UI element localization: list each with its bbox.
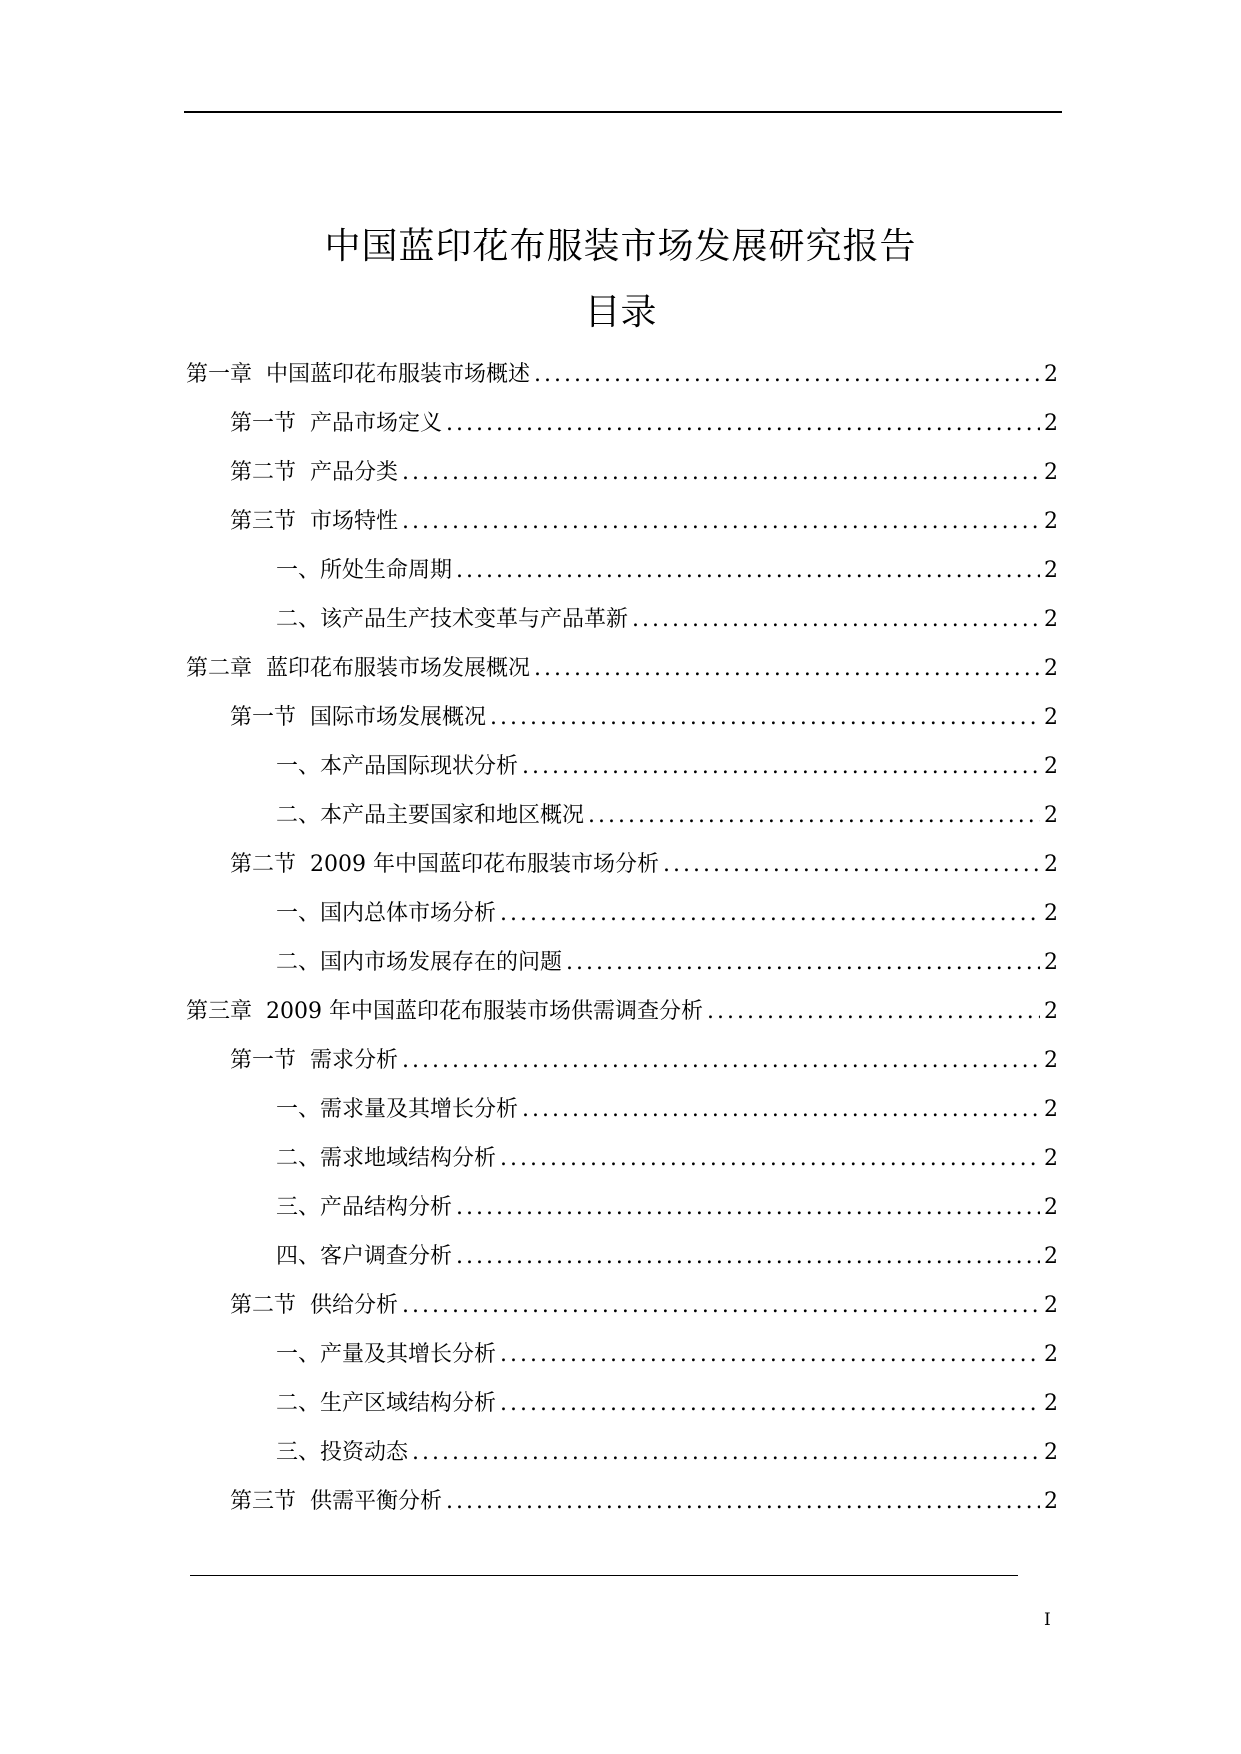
toc-entry-title: 一、需求量及其增长分析 [276,1097,519,1122]
toc-dot-leader [402,448,1040,497]
toc-entry-page: 2 [1044,607,1058,632]
toc-entry-title: 2009 年中国蓝印花布服装市场供需调查分析 [266,999,703,1024]
toc-entry-page: 2 [1044,705,1058,730]
toc-entry[interactable] [186,1183,1058,1232]
toc-entry[interactable] [186,644,1058,693]
toc-entry-number: 第二节 [230,852,297,877]
toc-entry-title: 一、本产品国际现状分析 [276,754,519,779]
toc-entry[interactable] [186,1134,1058,1183]
toc-entry-title: 一、产量及其增长分析 [276,1342,497,1367]
toc-entry-page: 2 [1044,1244,1058,1269]
toc-dot-leader [663,840,1040,889]
toc-entry-page: 2 [1044,1440,1058,1465]
table-of-contents [186,350,1058,1526]
page-number: I [1044,1610,1051,1630]
toc-entry[interactable] [186,497,1058,546]
toc-entry-title: 2009 年中国蓝印花布服装市场分析 [310,852,659,877]
toc-entry-number: 第一节 [230,1048,297,1073]
toc-entry-page: 2 [1044,1342,1058,1367]
toc-entry[interactable] [186,840,1058,889]
toc-entry-number: 第二章 [186,656,253,681]
toc-dot-leader [456,1232,1040,1281]
toc-entry[interactable] [186,350,1058,399]
toc-entry-page: 2 [1044,362,1058,387]
toc-entry-title: 产品分类 [310,460,399,485]
toc-entry-page: 2 [1044,656,1058,681]
toc-entry-title: 产品市场定义 [310,411,443,436]
toc-entry-page: 2 [1044,852,1058,877]
toc-entry-page: 2 [1044,1489,1058,1514]
toc-entry[interactable] [186,1428,1058,1477]
toc-entry-title: 一、所处生命周期 [276,558,453,583]
toc-entry-number: 第三节 [230,1489,297,1514]
toc-dot-leader [707,987,1040,1036]
toc-entry[interactable] [186,791,1058,840]
toc-dot-leader [402,1036,1040,1085]
toc-entry-number: 第一章 [186,362,253,387]
toc-entry-page: 2 [1044,950,1058,975]
toc-entry-title: 中国蓝印花布服装市场概述 [266,362,531,387]
toc-entry[interactable] [186,448,1058,497]
toc-dot-leader [500,889,1040,938]
toc-entry-title: 三、投资动态 [276,1440,409,1465]
toc-entry-title: 供给分析 [310,1293,399,1318]
toc-dot-leader [534,350,1040,399]
toc-entry[interactable] [186,742,1058,791]
toc-entry[interactable] [186,1281,1058,1330]
toc-dot-leader [490,693,1040,742]
toc-entry-title: 二、国内市场发展存在的问题 [276,950,563,975]
toc-entry-title: 二、该产品生产技术变革与产品革新 [276,607,629,632]
toc-dot-leader [402,1281,1040,1330]
toc-entry-number: 第一节 [230,411,297,436]
toc-entry-title: 供需平衡分析 [310,1489,443,1514]
toc-entry-number: 第一节 [230,705,297,730]
toc-dot-leader [446,1477,1040,1526]
toc-entry-number: 第三节 [230,509,297,534]
header-rule [184,111,1062,113]
toc-entry[interactable] [186,1379,1058,1428]
toc-dot-leader [402,497,1040,546]
toc-entry-title: 一、国内总体市场分析 [276,901,497,926]
toc-entry-page: 2 [1044,1293,1058,1318]
toc-entry[interactable] [186,1477,1058,1526]
toc-entry-page: 2 [1044,999,1058,1024]
toc-dot-leader [500,1379,1040,1428]
toc-entry-title: 四、客户调查分析 [276,1244,453,1269]
toc-dot-leader [566,938,1040,987]
toc-entry-title: 二、生产区域结构分析 [276,1391,497,1416]
toc-entry-page: 2 [1044,803,1058,828]
document-title: 中国蓝印花布服装市场发展研究报告 [324,226,917,267]
toc-entry-title: 国际市场发展概况 [310,705,487,730]
toc-entry-page: 2 [1044,558,1058,583]
toc-entry[interactable] [186,987,1058,1036]
toc-entry-page: 2 [1044,1391,1058,1416]
toc-dot-leader [522,1085,1040,1134]
toc-entry[interactable] [186,546,1058,595]
toc-entry[interactable] [186,693,1058,742]
toc-dot-leader [588,791,1040,840]
toc-dot-leader [632,595,1040,644]
toc-entry-title: 二、需求地域结构分析 [276,1146,497,1171]
toc-dot-leader [456,546,1040,595]
toc-entry-title: 需求分析 [310,1048,399,1073]
toc-entry-number: 第二节 [230,460,297,485]
toc-entry[interactable] [186,889,1058,938]
toc-entry-title: 市场特性 [310,509,399,534]
footer-rule [190,1575,1018,1576]
toc-entry[interactable] [186,399,1058,448]
toc-entry-page: 2 [1044,1195,1058,1220]
toc-entry-page: 2 [1044,1097,1058,1122]
toc-entry-title: 蓝印花布服装市场发展概况 [266,656,531,681]
toc-dot-leader [456,1183,1040,1232]
toc-entry-number: 第三章 [186,999,253,1024]
toc-entry[interactable] [186,1036,1058,1085]
toc-entry[interactable] [186,1330,1058,1379]
toc-entry[interactable] [186,1232,1058,1281]
toc-entry-page: 2 [1044,460,1058,485]
toc-entry-title: 三、产品结构分析 [276,1195,453,1220]
toc-entry[interactable] [186,1085,1058,1134]
toc-dot-leader [446,399,1040,448]
toc-entry-page: 2 [1044,411,1058,436]
toc-dot-leader [522,742,1040,791]
toc-heading: 目录 [584,292,657,333]
toc-entry-number: 第二节 [230,1293,297,1318]
toc-entry-page: 2 [1044,1146,1058,1171]
toc-dot-leader [500,1330,1040,1379]
toc-entry-title: 二、本产品主要国家和地区概况 [276,803,585,828]
toc-entry-page: 2 [1044,1048,1058,1073]
toc-entry-page: 2 [1044,509,1058,534]
toc-dot-leader [534,644,1040,693]
toc-entry-page: 2 [1044,754,1058,779]
toc-entry[interactable] [186,938,1058,987]
toc-dot-leader [500,1134,1040,1183]
toc-dot-leader [412,1428,1040,1477]
toc-entry-page: 2 [1044,901,1058,926]
toc-entry[interactable] [186,595,1058,644]
